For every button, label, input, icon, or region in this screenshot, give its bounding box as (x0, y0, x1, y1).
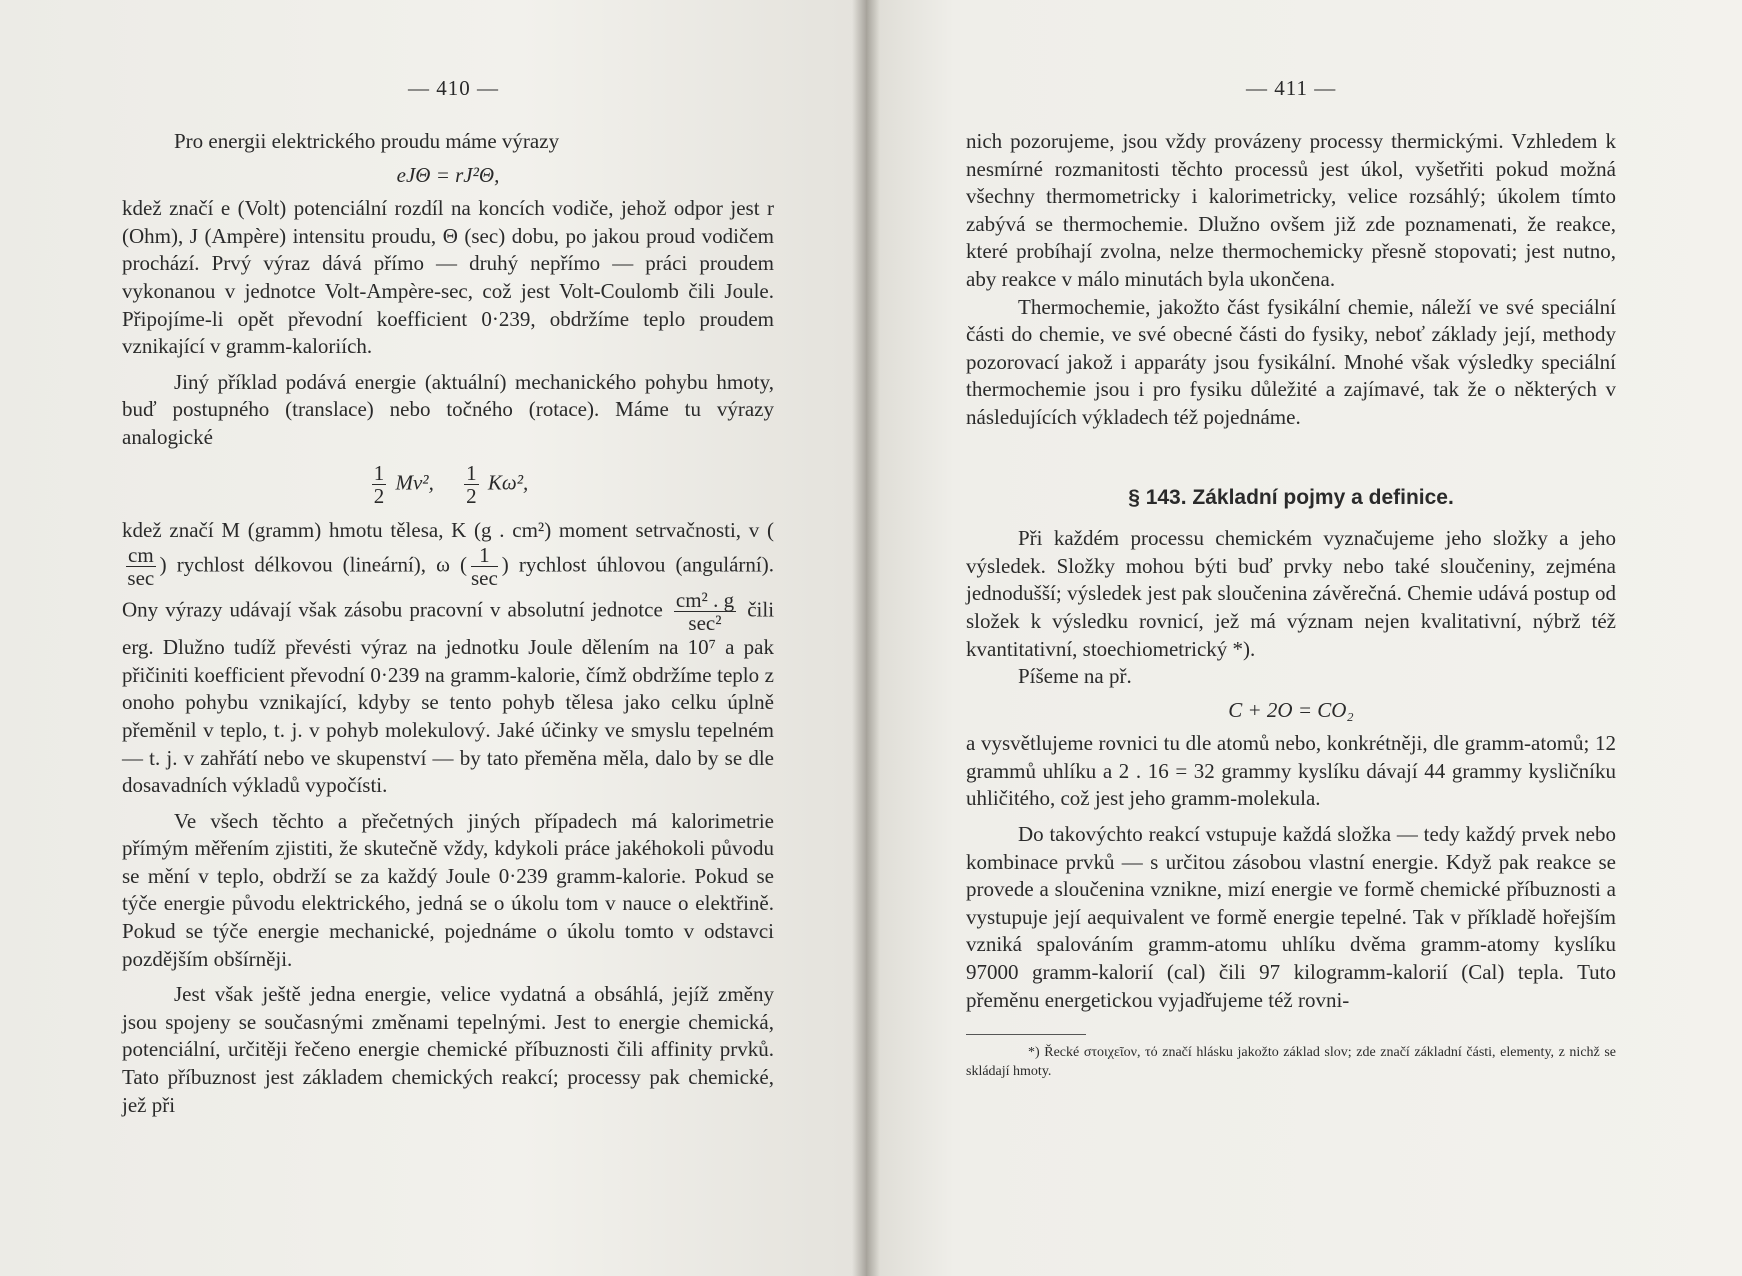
fraction-half: $\frac{1}{2}$ (466, 460, 477, 508)
fraction-erg-unit: $\frac{\text{cm² . g}}{\text{sec²}}$ (675, 588, 735, 636)
section-heading: § 143. Základní pojmy a definice. (1128, 485, 1454, 509)
formula-carbon-oxidation: C + 2O = CO₂ (1228, 697, 1354, 722)
paragraph: Thermochemie, jakožto část fysikální chemie, náleží ve své speciální části do chemie, ve své obecné části do fysiky, neboť základy její, methody pozorovací jakož i apparáty jsou fysikální. Mnohé však výsledky speciální thermochemie jsou i pro fysiku důležité a zajímavé, tak že o některých v následujících výkladech též pojednáme. (966, 294, 1616, 429)
footnote-rule (966, 1034, 1086, 1035)
paragraph: Do takovýchto reakcí vstupuje každá složka — tedy každý prvek nebo kombinace prvků — s určitou zásobou vlastní energie. Když pak reakce se provede a sloučenina vznikne, mizí energie ve formě chemické příbuznosti a vystupuje její aequivalent ve formě energie tepelné. Tak v příkladě hořejším vzniká spalováním gramm-atomu uhlíku dvěma gramm-atomy kyslíku 97000 gramm-kalorií (cal) čili 97 kilogramm-kalorií (Cal) tepla. Tuto přeměnu energetickou vyjadřujeme též rovni- (966, 822, 1616, 1012)
paragraph: nich pozorujeme, jsou vždy provázeny processy thermickými. Vzhledem k nesmírné rozmanitosti těchto processů jest úkol, vyšetřiti pokud možná všechny thermometricky i kalorimetricky, velice rozsáhlý; úkolem tímto zabývá se thermochemie. Dlužno ovšem již zde poznamenati, že reakce, které probíhají zvolna, nelze thermochemicky přesně stopovati; jest nutno, aby reakce v málo minutách byla ukončena. (966, 129, 1616, 291)
left-page (0, 0, 866, 1276)
formula-kinetic-energy (122, 462, 774, 507)
formula-term-mv: Mv², (395, 469, 434, 494)
fraction-one-sec: $\frac{1}{\sec}$ (470, 543, 498, 591)
fraction-half: $\frac{1}{2}$ (373, 460, 385, 508)
paragraph: kdež značí e (Volt) potenciální rozdíl na koncích vodiče, jehož odpor jest r (Ohm), J (Ampère) intensitu proudu, Θ (sec) dobu, po jakou proud vodičem prochází. Prvý výraz dává přímo — druhý nepřímo — práci proudem vykonanou v jednotce Volt-Ampère-sec, což jest Volt-Coulomb čili Joule. Připojíme-li opět převodní koefficient 0·239, obdržíme teplo proudem vznikající v gramm-kaloriích. (122, 196, 774, 359)
fraction-cm-sec: $\frac{cm}{\sec}$ (127, 543, 155, 591)
footnote: *) Řecké στοιχεῖον, τό značí hlásku jakožto základ slov; zde značí základní části, elementy, z nichž se skládají hmoty. (966, 1045, 1616, 1080)
paragraph: Píšeme na př. (1018, 664, 1132, 689)
page-number-right: — 411 — (1246, 76, 1337, 100)
formula-electric-energy: eJΘ = rJ²Θ, (396, 162, 500, 187)
paragraph: Jiný příklad podává energie (aktuální) mechanického pohybu hmoty, buď postupného (translace) nebo točného (rotace). Máme tu výrazy analogické (122, 369, 774, 449)
left-page-body (122, 128, 774, 1119)
paragraph: a vysvětlujeme rovnici tu dle atomů nebo, konkrétněji, dle gramm-atomů; 12 grammů uhlíku a 2 . 16 = 32 grammy kyslíku dávají 44 grammy kysličníku uhličitého, což jest jeho gramm-molekula. (966, 731, 1616, 811)
formula-term-kw: Kω², (487, 469, 529, 494)
paragraph: Pro energii elektrického proudu máme výrazy (174, 129, 560, 153)
paragraph: Ve všech těchto a přečetných jiných případech má kalorimetrie přímým měřením zjistiti, že skutečně vždy, kdykoli práce jakéhokoli původu se mění v teplo, obdrží se za každý Joule 0·239 gramm-kalorie. Pokud se týče energie původu elektrického, jedná se o úkolu tom v nauce o elektřině. Pokud se týče energie mechanické, pojednáme o úkolu tomto v odstavci pozdějším obšírněji. (122, 808, 774, 971)
right-page (866, 0, 1742, 1276)
page-number-left: — 410 — (408, 76, 499, 100)
paragraph: Jest však ještě jedna energie, velice vydatná a obsáhlá, jejíž změny jsou spojeny se současnými změnami tepelnými. Jest to energie chemická, potenciální, určitěji řečeno energie chemické příbuznosti čili affinity prvků. Tato příbuznost jest základem chemických reakcí; processy pak chemické, jež při (122, 982, 774, 1117)
right-page-body (966, 128, 1616, 1081)
paragraph: Při každém processu chemickém vyznačujeme jeho složky a jeho výsledek. Složky mohou býti buď prvky nebo také sloučeniny, zejména jednodušší; výsledek jest pak sloučenina závěrečná. Chemie udává postup od složek k výsledku rovnicí, jež má význam nejen kvalitativní, nýbrž též kvantitativní, stoechiometrický *). (966, 526, 1616, 661)
paragraph: kdež značí M (gramm) hmotu tělesa, K (g . cm²) moment setrvačnosti, v ( $\frac{cm}{\sec}$ ) rychlost délkovou (lineární), ω ( $\frac{1}{\sec}$ ) rychlost úhlovou (angulární). Ony výrazy udávají však zásobu pracovní v absolutní jednotce $\frac{\text{cm² . g}}{\text{sec²}}$ čili erg. Dlužno tudíž převésti výraz na jednotku Joule dělením na 10⁷ a pak přičiniti koefficient převodní 0·239 na gramm-kalorie, čímž obdržíme teplo z onoho pohybu vznikající, kdyby se tento pohyb tělesa jako celku úplně přeměnil v teplo, t. j. v pohyb molekulový. Jaké účinky ve smyslu tepelném — t. j. v zahřátí nebo ve skupenství — by tato přeměna měla, dalo by se dle dosavadních výkladů vypočísti. (122, 517, 775, 798)
book-gutter (852, 0, 880, 1276)
